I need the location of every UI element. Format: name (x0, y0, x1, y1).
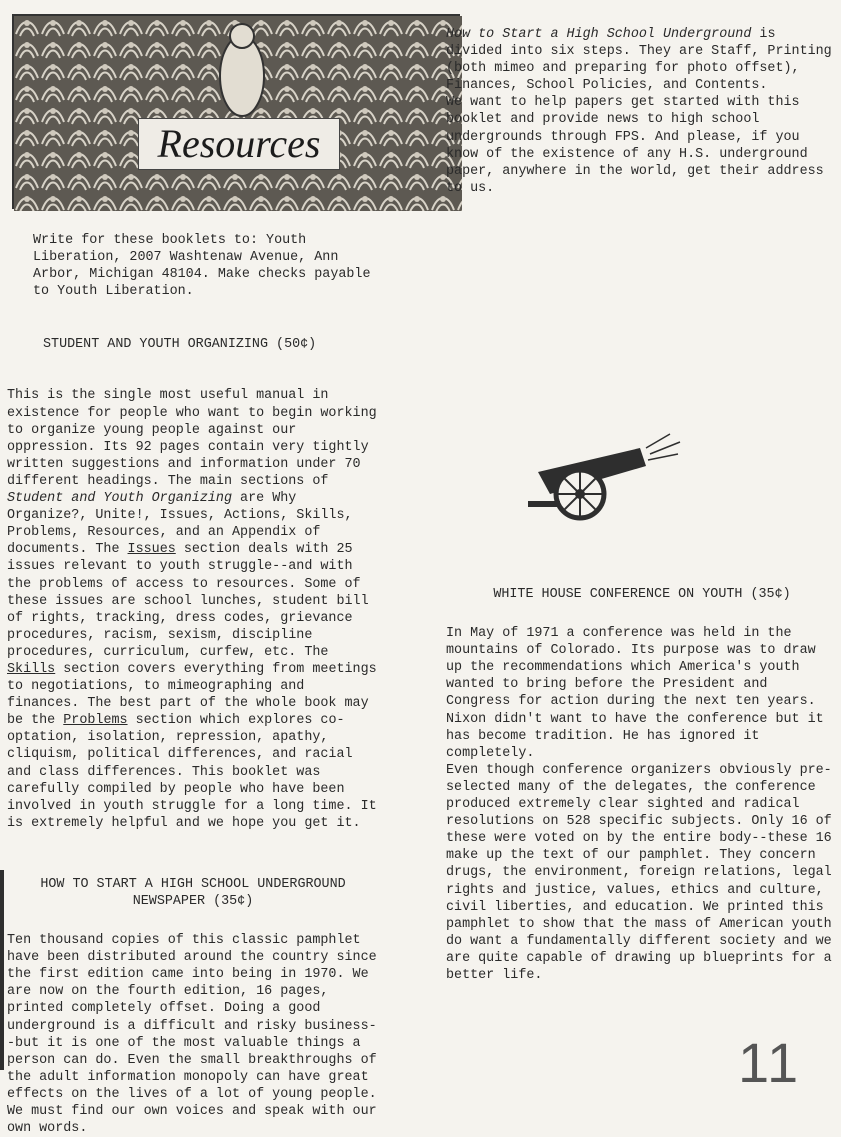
section2-heading-line2: NEWSPAPER (35¢) (132, 894, 254, 909)
section3 (446, 586, 838, 984)
left-edge-rule (0, 870, 4, 1070)
section2-body-start: Ten thousand copies of this classic pamphlet have been distributed around the country since the first edition came into being in 1970. We are now on the fourth edition, 16 pages, printed completely offset. Doing a good underground is a difficult and risky business--but it is one of the most valuable things a person can do. Even the small breakthroughs of the adult information monopoly can have great effects on the lives of a lot of young people. We must find our own voices and speak with our own words. (7, 933, 377, 1137)
section1-heading: STUDENT AND YOUTH ORGANIZING (50¢) (43, 337, 317, 353)
section2-heading-line1: HOW TO START A HIGH SCHOOL UNDERGROUND (40, 876, 346, 892)
section3-body-p1: In May of 1971 a conference was held in the mountains of Colorado. Its purpose was to draw up the recommendations which America's youth wanted to bring before the President and Congress for action during the next ten years. Nixon didn't want to have the conference but it has become tradition. He has ignored it completely. (446, 626, 824, 761)
cannon-icon (520, 432, 690, 522)
page-number: 11 (738, 1031, 801, 1094)
section2-body-p3: We want to help papers get started with this booklet and provide news to high school undergrounds through FPS. And please, if you know of the existence of any H.S. underground paper, anywhere in the world, get their address to us. (446, 95, 824, 196)
intro-text: Write for these booklets to: Youth Liberation, 2007 Washtenaw Avenue, Ann Arbor, Michigan 48104. Make checks payable to Youth Liberation. (33, 233, 371, 300)
section2-body-cont: How to Start a High School Underground is divided into six steps. They are Staff, Printing (both mimeo and preparing for photo offset), Finances, School Policies, and Contents. (446, 27, 832, 94)
section3-body-p2: Even though conference organizers obviously pre-selected many of the delegates, the conference produced extremely clear sighted and radical resolutions on 528 specific subjects. Only 16 of these were voted on by the entire body--these 16 make up the text of our pamphlet. They concern drugs, the environment, foreign relations, legal rights and justice, values, ethics and culture, civil liberties, and education. We printed this pamphlet to show that the mass of American youth do want a fundamentally different society and we are quite capable of drawing up blueprints for a better life. (446, 762, 832, 983)
section1-body: This is the single most useful manual in existence for people who want to begin working to organize young people against our oppression. Its 92 pages contain very tightly written suggestions and information under 70 different headings. The main sections of Student and Youth Organizing are Why Organize?, Unite!, Issues, Actions, Skills, Problems, Resources, and an Appendix of documents. The Issues section deals with 25 issues relevant to youth struggle--and with the problems of access to resources. Some of these issues are school lunches, student bill of rights, tracking, dress codes, grievance procedures, racism, sexism, discipline procedures, curriculum, curfew, etc. The Skills section covers everything from meetings to negotiations, to mimeographing and finances. The best part of the whole book may be the Problems section which explores co-optation, isolation, repression, apathy, cliquism, political differences, and racial and class differences. This booklet was carefully compiled by people who have been involved in youth struggle for a long time. It is extremely helpful and we hope you get it. (7, 388, 377, 831)
left-column (7, 232, 379, 1137)
right-column (446, 26, 838, 197)
section3-heading: WHITE HOUSE CONFERENCE ON YOUTH (35¢) (493, 587, 791, 602)
resources-banner (12, 14, 460, 209)
banner-title: Resources (138, 118, 340, 170)
ornamental-foliage-icon (14, 16, 462, 211)
